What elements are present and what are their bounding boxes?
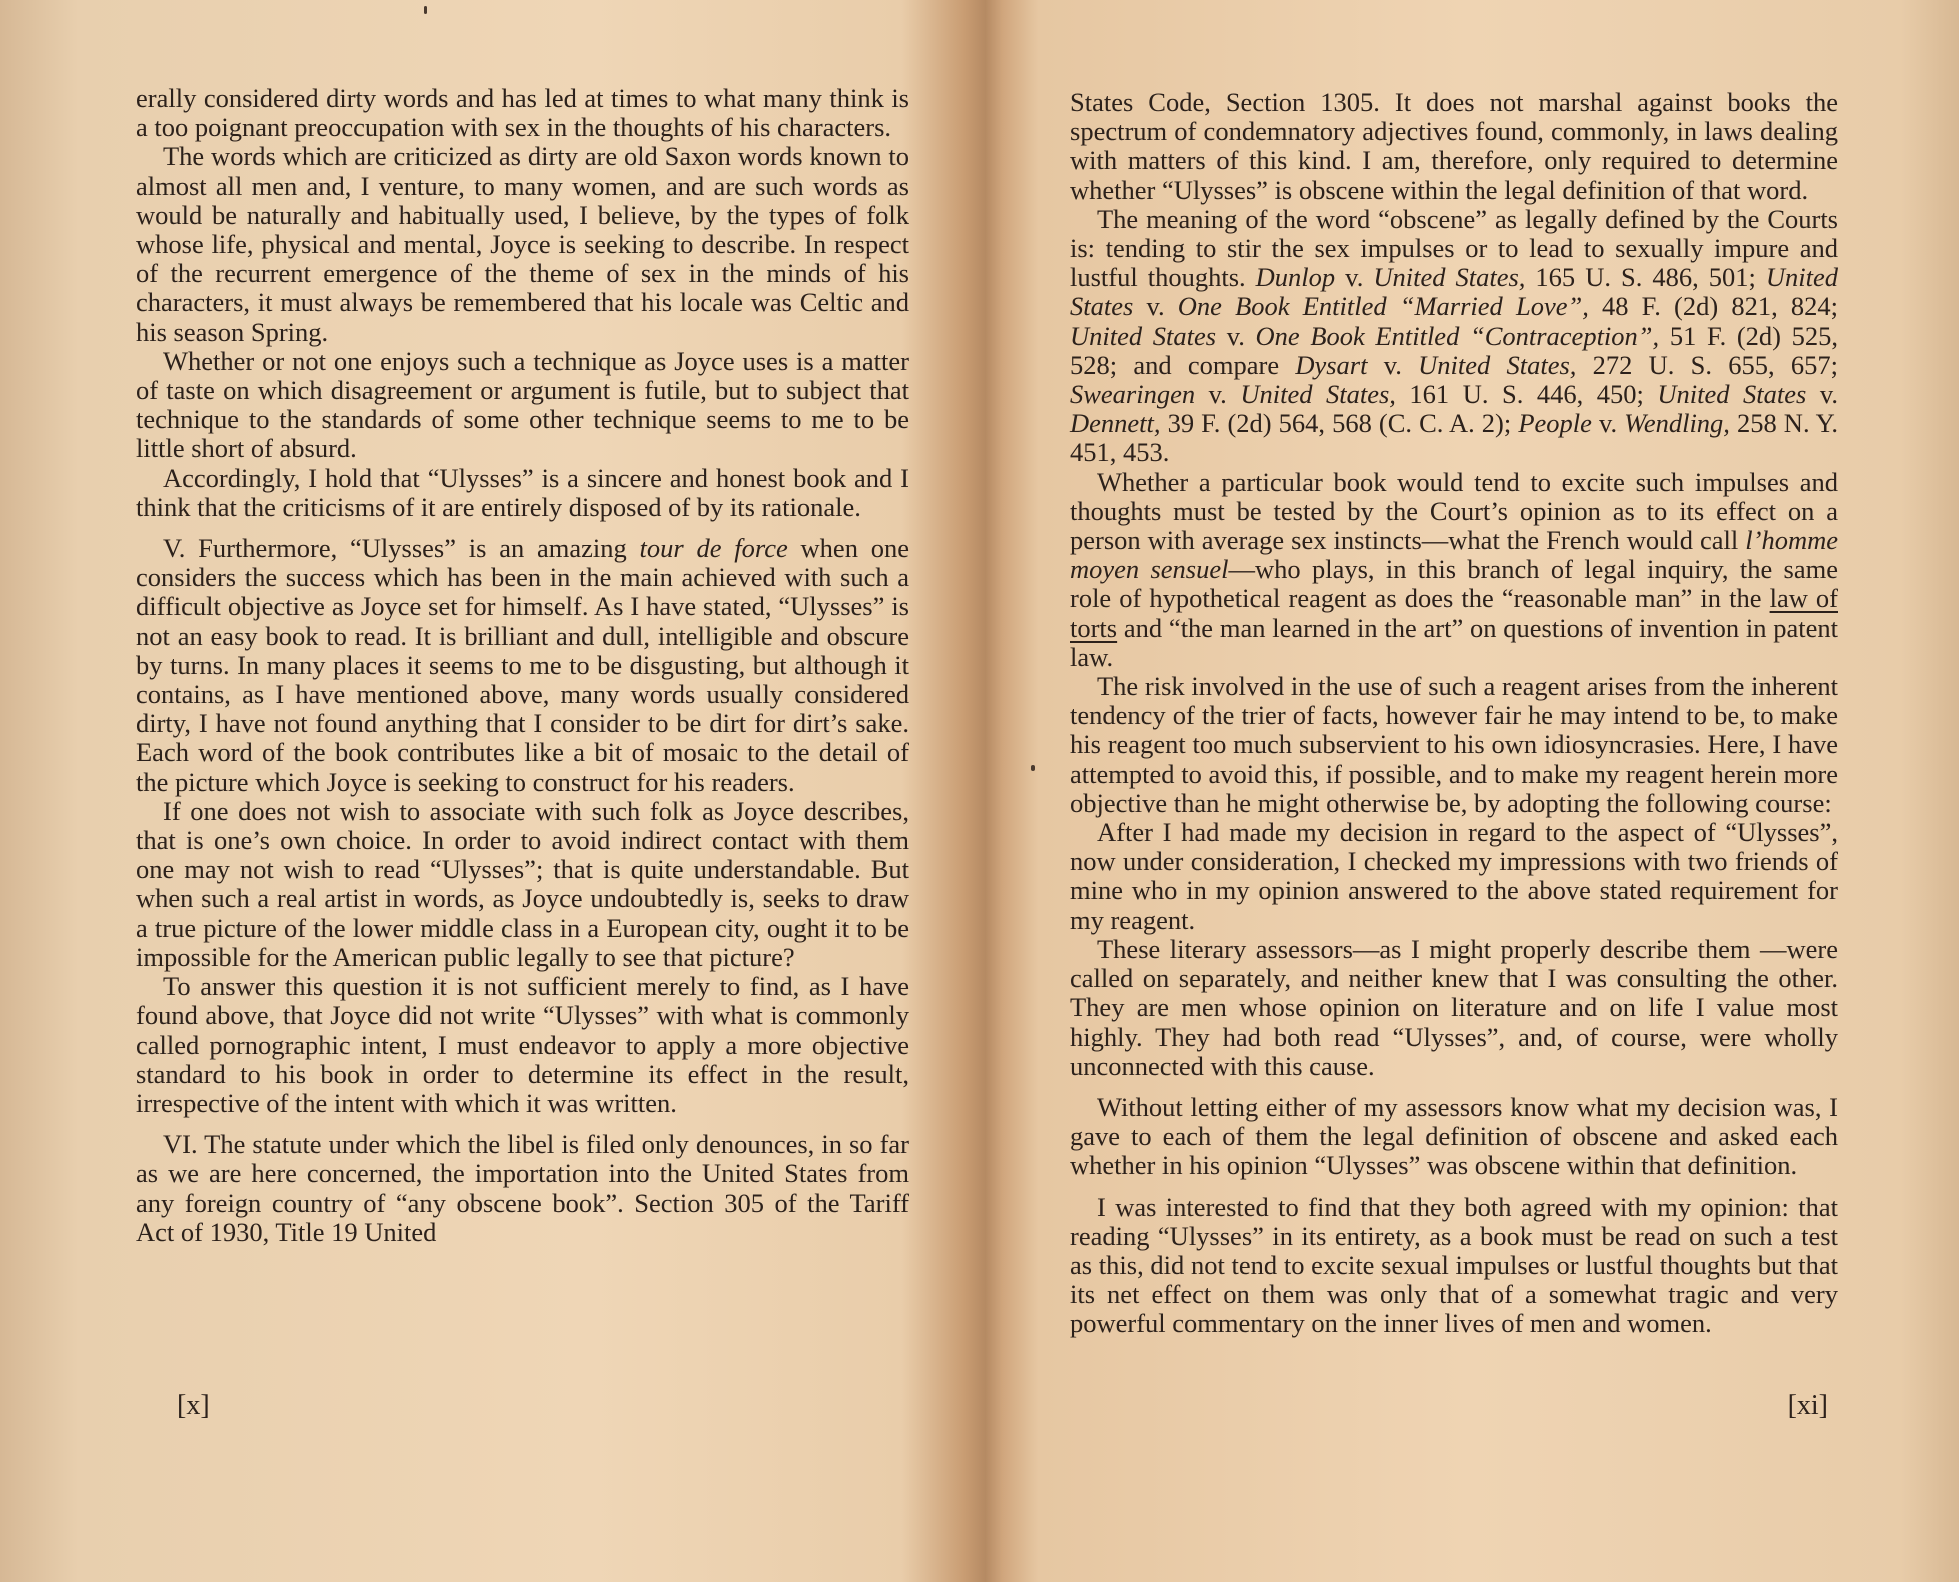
case-name: One Book Entitled “Contraception”, [1255,320,1660,351]
text-run: v. [1195,379,1241,410]
text-run: 48 F. (2d) 821, 824; [1588,291,1838,322]
text-run: 258 N. Y. 451, 453. [1070,408,1838,468]
case-name: One Book Entitled “Married Love”, [1177,291,1589,322]
text-run: 272 U. S. 655, 657; [1576,349,1838,380]
case-name: United States [1657,379,1807,410]
text-run: and “the man learned in the art” on questions of invention in patent law. [1070,612,1838,672]
italic-text: l’homme moyen sensuel [1070,525,1838,585]
case-name: Dysart [1295,349,1368,380]
text-run: v. [1216,320,1256,351]
case-name: Dunlop [1255,262,1336,293]
paragraph: Accordingly, I hold that “Ulysses” is a sincere and honest book and I think that the criticisms of it are entirely disposed of by its rationale. [136,462,909,522]
right-page-text [1070,88,1838,1339]
case-name: Swearingen [1070,379,1196,410]
case-name: United States, [1373,262,1526,293]
underlined-text: law of torts [1070,583,1838,643]
section-v-paragraph [136,534,909,797]
paragraph: The risk involved in the use of such a reagent arises from the inherent tendency of the trier of facts, however fair he may intend to be, to make his reagent too much subservient to his own idiosyncrasies. Here, I have attempted to avoid this, if possible, and to make my reagent herein more objective than he might otherwise be, by adopting the following course: [1070,671,1838,818]
paragraph: If one does not wish to associate with such folk as Joyce describes, that is one’s own choice. In order to avoid indirect contact with them one may not wish to read “Ulysses”; that is quite understandable. But when such a real artist in words, as Joyce undoubtedly is, seeks to draw a true picture of the lower middle class in a European city, ought it to be impossible for the American public legally to see that picture? [136,795,909,972]
case-name: Wendling, [1624,408,1730,439]
paragraph: These literary assessors—as I might properly describe them —were called on separately, and neither knew that I was consulting the other. They are men whose opinion on literature and on life I value most highly. They had both read “Ulysses”, and, of course, were wholly unconnected with this cause. [1070,933,1838,1081]
text-run: 165 U. S. 486, 501; [1525,262,1766,293]
case-name: People [1518,408,1592,439]
text-run: when one considers the success which has been in the main achieved with such a difficult objective as Joyce set for himself. As I have stated, “Ulysses” is not an easy book to read. It is brilliant and dull, intelligible and obscure by turns. In many places it seems to me to be disgusting, but although it contains, as I have mentioned above, many words usually considered dirty, I have not found anything that I consider to be dirt for dirt’s sake. Each word of the book contributes like a bit of mosaic to the detail of the picture which Joyce is seeking to construct for his readers. [136,533,909,797]
section-vi-paragraph: VI. The statute under which the libel is filed only denounces, in so far as we are here concerned, the importation into the United States from any foreign country of “any obscene book”. Section 305 of the Tariff Act of 1930, Title 19 United [136,1129,909,1247]
case-name: United States, [1240,379,1396,410]
text-run: 51 F. (2d) 525, 528; and compare [1070,320,1839,380]
paragraph: States Code, Section 1305. It does not marshal against books the spectrum of condemnatory adjectives found, commonly, in laws dealing with matters of this kind. I am, therefore, only required to determine whether “Ulysses” is obscene within the legal definition of that word. [1070,87,1838,205]
text-run: V. Furthermore, “Ulysses” is an amazing [163,533,640,564]
case-name: United States [1070,262,1838,322]
page-number: [x] [177,1390,210,1421]
paragraph: The words which are criticized as dirty are old Saxon words known to almost all men and, I venture, to many women, and are such words as would be naturally and habitually used, I believe, by the types of folk whose life, physical and mental, Joyce is seeking to describe. In respect of the recurrent emergence of the theme of sex in the minds of his characters, it must always be remembered that his locale was Celtic and his season Spring. [136,141,909,347]
text-run: v. [1591,408,1625,439]
page-number: [xi] [1787,1390,1828,1421]
paper-speck [1031,765,1035,771]
paragraph: I was interested to find that they both agreed with my opinion: that reading “Ulysses” in its entirety, as a book must be read on such a test as this, did not tend to excite sexual impulses or lustful thoughts but that its net effect on them was only that of a somewhat tragic and very powerful commentary on the inner lives of men and women. [1070,1191,1838,1339]
paragraph: erally considered dirty words and has led at times to what many think is a too poignant preoccupation with sex in the thoughts of his characters. [136,83,909,143]
case-name: Dennett, [1070,408,1161,439]
paragraph: To answer this question it is not sufficient merely to find, as I have found above, that Joyce did not write “Ulysses” with what is commonly called pornographic intent, I must endeavor to apply a more objective standard to his book in order to determine its effect in the result, irrespective of the intent with which it was written. [136,971,909,1118]
paragraph [1070,468,1838,672]
text-run: —who plays, in this branch of legal inquiry, the same role of hypothetical reagent as does the “reasonable man” in the [1070,554,1838,614]
right-page [985,0,1959,1582]
case-name: United States, [1418,349,1577,380]
text-run: Whether a particular book would tend to excite such impulses and thoughts must be tested by the Court’s opinion as to its effect on a person with average sex instincts—what the French would call [1070,466,1838,556]
text-run: 161 U. S. 446, 450; [1395,379,1658,410]
paper-speck [424,6,427,14]
case-name: United States [1070,320,1217,351]
italic-text: tour de force [639,533,788,564]
text-run: v. [1335,262,1374,293]
text-run: v. [1806,379,1838,410]
paragraph: Without letting either of my assessors know what my decision was, I gave to each of them the legal definition of obscene and asked each whether in his opinion “Ulysses” was obscene within that definition. [1070,1091,1838,1181]
citation-paragraph [1070,205,1838,468]
text-run: v. [1367,349,1419,380]
left-page-text [136,84,909,1247]
paragraph: After I had made my decision in regard to the aspect of “Ulysses”, now under consideration, I checked my impressions with two friends of mine who in my opinion answered to the above stated requirement for my reagent. [1070,817,1838,935]
text-run: The meaning of the word “obscene” as legally defined by the Courts is: tending to stir the sex impulses or to lead to sexually impure and lustful thoughts. [1070,203,1838,293]
text-run: v. [1133,291,1178,322]
paragraph: Whether or not one enjoys such a technique as Joyce uses is a matter of taste on which disagreement or argument is futile, but to subject that technique to the standards of some other technique seems to me to be little short of absurd. [136,345,909,464]
text-run: 39 F. (2d) 564, 568 (C. C. A. 2); [1160,408,1519,439]
